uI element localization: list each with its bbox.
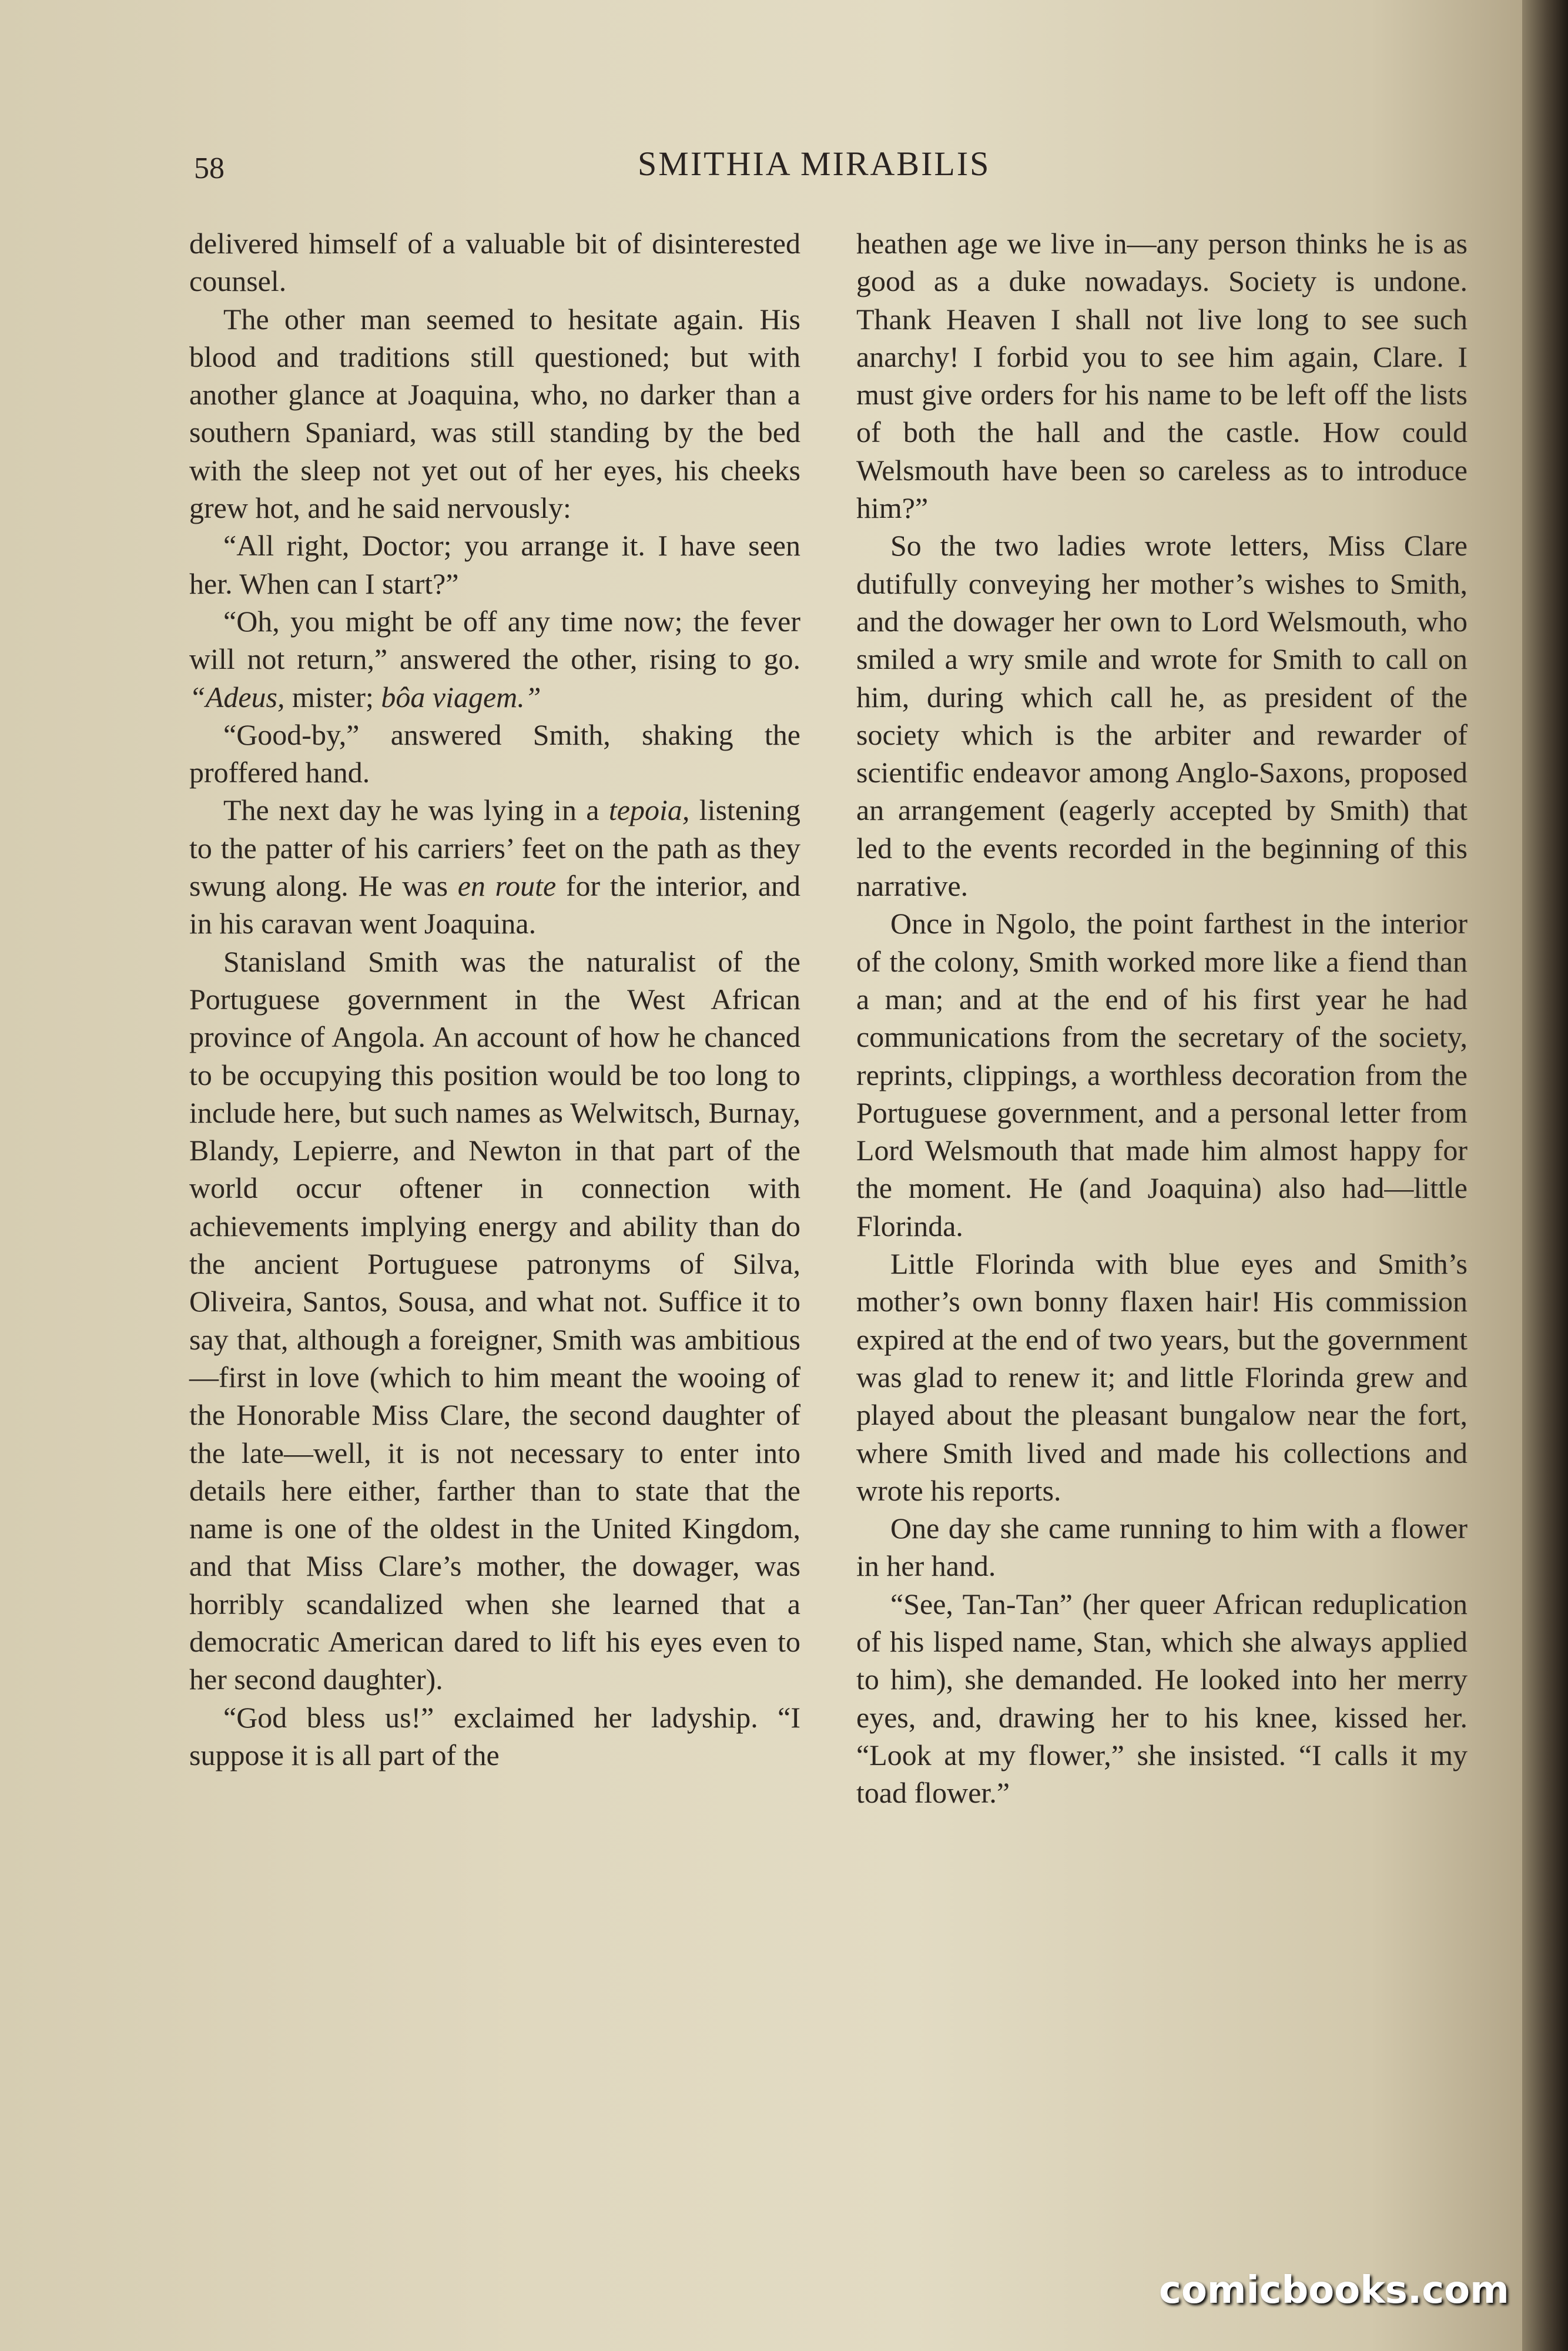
paragraph-text: for the interior, and in his caravan went Joaquina. [189,869,801,940]
paragraph: “Good-by,” answered Smith, shaking the proffered hand. [189,718,800,789]
paragraph [189,602,800,716]
paragraph: “All right, Doctor; you arrange it. I have seen her. When can I start?” [189,529,800,600]
italic-phrase: bôa viagem.” [381,680,541,714]
italic-phrase: “Adeus, [189,680,285,714]
paragraph-text: “Oh, you might be off any time now; the fever will not return,” answered the other, rising to go. [189,604,800,676]
paragraph: The other man seemed to hesitate again. His blood and traditions still questioned; but with another glance at Joaquina, who, no darker than a southern Spaniard, was still standing by the bed with the sleep not yet out of her eyes, his cheeks grew hot, and he said nervously: [189,302,800,525]
paragraph [189,791,800,942]
paragraph: Once in Ngolo, the point farthest in the interior of the colony, Smith worked more like a fiend than a man; and at the end of his first year he had communications from the secretary of the society, reprints, clippings, a worthless decoration from the Portuguese government, and a personal letter from Lord Welsmouth that made him almost happy for the moment. He (and Joaquina) also had—little Florinda. [856,907,1468,1243]
paragraph: So the two ladies wrote letters, Miss Clare dutifully conveying her mother’s wishes to Smith, and the dowager her own to Lord Welsmouth, who smiled a wry smile and wrote for Smith to call on him, during which call he, as president of the society which is the arbiter and rewarder of scientific endeavor among Anglo-Saxons, proposed an arrangement (eagerly accepted by Smith) that led to the events recorded in the beginning of this narrative. [856,529,1468,903]
page-edge [1522,0,1568,2351]
paragraph: Little Florinda with blue eyes and Smith’s mother’s own bonny flaxen hair! His commission expired at the end of two years, but the government was glad to renew it; and little Florinda grew and played about the pleasant bungalow near the fort, where Smith lived and made his collections and wrote his reports. [856,1247,1468,1507]
left-column [189,225,800,1774]
paragraph: delivered himself of a valuable bit of disinterested counsel. [189,227,800,298]
page-header [194,144,1076,191]
running-head: SMITHIA MIRABILIS [638,145,991,183]
italic-phrase: tepoia, [608,793,690,827]
paragraph-text: The next day he was lying in a [223,793,599,827]
paragraph-text: mister; [292,680,374,714]
paragraph: Stanisland Smith was the naturalist of the Portuguese government in the West African province of Angola. An account of how he chanced to be occupying this position would be too long to include here, but such names as Welwitsch, Burnay, Blandy, Lepierre, and Newton in that part of the world occur oftener in connection with achievements implying energy and ability than do the ancient Portuguese patronyms of Silva, Oliveira, Santos, Sousa, and what not. Suffice it to say that, although a foreigner, Smith was ambitious—first in love (which to him meant the wooing of the Honorable Miss Clare, the second daughter of the late—well, it is not necessary to enter into details here either, farther than to state that the name is one of the oldest in the United Kingdom, and that Miss Clare’s mother, the dowager, was horribly scandalized when she learned that a democratic American dared to lift his eyes even to her second daughter). [189,945,800,1696]
paragraph: “See, Tan-Tan” (her queer African reduplication of his lisped name, Stan, which she always applied to him), she demanded. He looked into her merry eyes, and, drawing her to his knee, kissed her. “Look at my flower,” she insisted. “I calls it my toad flower.” [856,1587,1468,1810]
page-number: 58 [194,152,225,185]
paragraph: heathen age we live in—any person thinks he is as good as a duke nowadays. Society is undone. Thank Heaven I shall not live long to see such anarchy! I forbid you to see him again, Clare. I must give orders for his name to be left off the lists of both the hall and the castle. How could Welsmouth have been so careless as to introduce him?” [856,227,1468,525]
watermark: comicbooks.com [1159,2269,1509,2312]
right-column [856,225,1468,1811]
paragraph: One day she came running to him with a flower in her hand. [856,1512,1468,1583]
paragraph: “God bless us!” exclaimed her ladyship. “I suppose it is all part of the [189,1700,800,1771]
italic-phrase: en route [457,869,557,903]
paragraph-text: listening to the patter of his carriers’ feet on the path as they swung along. He was [189,793,800,903]
